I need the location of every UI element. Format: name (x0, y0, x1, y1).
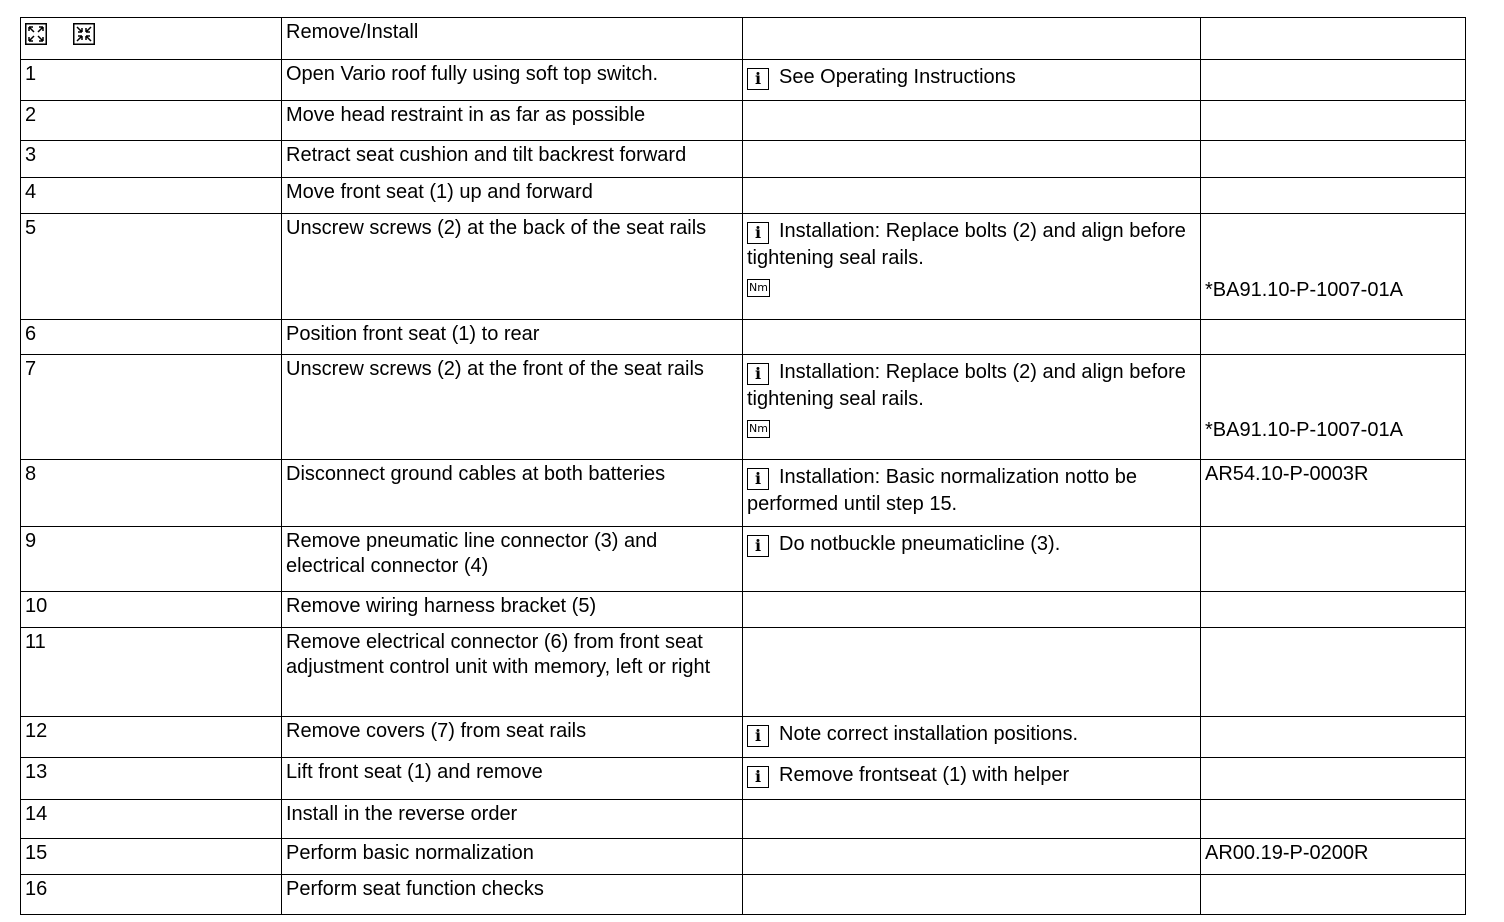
step-text: Unscrew screws (2) at the back of the seat rails (282, 214, 743, 320)
step-number: 8 (21, 460, 282, 527)
step-number: 2 (21, 101, 282, 141)
table-row (21, 460, 1466, 527)
step-number: 12 (21, 717, 282, 758)
table-row (21, 758, 1466, 800)
step-reference[interactable] (1201, 355, 1466, 460)
step-number: 7 (21, 355, 282, 460)
info-icon[interactable]: i (747, 222, 769, 244)
step-number: 14 (21, 800, 282, 839)
step-note (743, 101, 1201, 141)
step-number: 5 (21, 214, 282, 320)
procedure-table (20, 17, 1466, 915)
step-number: 3 (21, 141, 282, 178)
step-reference (1201, 320, 1466, 355)
info-icon[interactable]: i (747, 766, 769, 788)
note-text: Installation: Replace bolts (2) and align before tightening seal rails. (747, 220, 1186, 269)
step-reference[interactable] (1201, 839, 1466, 875)
step-reference (1201, 628, 1466, 717)
table-row (21, 717, 1466, 758)
table-row (21, 875, 1466, 915)
step-text: Move head restraint in as far as possible (282, 101, 743, 141)
step-text: Remove covers (7) from seat rails (282, 717, 743, 758)
header-title-cell: Remove/Install (282, 18, 743, 60)
step-number: 11 (21, 628, 282, 717)
reference-link[interactable]: AR54.10-P-0003R (1205, 463, 1369, 485)
table-row (21, 214, 1466, 320)
step-number: 16 (21, 875, 282, 915)
step-note (743, 875, 1201, 915)
step-note (743, 527, 1201, 592)
note-text: Remove frontseat (1) with helper (779, 764, 1070, 786)
step-number: 13 (21, 758, 282, 800)
step-note (743, 460, 1201, 527)
header-ref-cell (1201, 18, 1466, 60)
step-text: Perform seat function checks (282, 875, 743, 915)
torque-nm-icon[interactable]: Nm (747, 279, 770, 297)
step-text: Perform basic normalization (282, 839, 743, 875)
info-icon[interactable]: i (747, 363, 769, 385)
step-text: Remove electrical connector (6) from front seat adjustment control unit with memory, left or right (282, 628, 743, 717)
step-reference[interactable] (1201, 214, 1466, 320)
reference-link[interactable]: *BA91.10-P-1007-01A (1205, 279, 1403, 301)
table-row (21, 592, 1466, 628)
table-row (21, 839, 1466, 875)
step-text: Move front seat (1) up and forward (282, 178, 743, 214)
step-note (743, 178, 1201, 214)
step-reference (1201, 141, 1466, 178)
note-text: Do notbuckle pneumaticline (3). (779, 533, 1061, 555)
table-row (21, 800, 1466, 839)
step-reference (1201, 101, 1466, 141)
note-text: See Operating Instructions (779, 66, 1016, 88)
step-reference (1201, 527, 1466, 592)
table-row (21, 141, 1466, 178)
procedure-table-body (21, 18, 1466, 915)
table-row (21, 527, 1466, 592)
step-reference (1201, 758, 1466, 800)
header-icons-cell (21, 18, 282, 60)
table-row (21, 355, 1466, 460)
step-note (743, 758, 1201, 800)
step-reference (1201, 60, 1466, 101)
step-text: Remove pneumatic line connector (3) and electrical connector (4) (282, 527, 743, 592)
step-text: Unscrew screws (2) at the front of the seat rails (282, 355, 743, 460)
step-number: 1 (21, 60, 282, 101)
step-reference (1201, 592, 1466, 628)
info-icon[interactable]: i (747, 725, 769, 747)
step-number: 15 (21, 839, 282, 875)
step-reference (1201, 178, 1466, 214)
info-icon[interactable]: i (747, 68, 769, 90)
info-icon[interactable]: i (747, 468, 769, 490)
header-notes-cell (743, 18, 1201, 60)
info-icon[interactable]: i (747, 535, 769, 557)
step-note (743, 839, 1201, 875)
step-note (743, 141, 1201, 178)
collapse-icon[interactable] (73, 23, 95, 45)
step-number: 10 (21, 592, 282, 628)
step-number: 9 (21, 527, 282, 592)
expand-icon[interactable] (25, 23, 47, 45)
step-text: Lift front seat (1) and remove (282, 758, 743, 800)
reference-link[interactable]: AR00.19-P-0200R (1205, 842, 1369, 864)
torque-nm-icon[interactable]: Nm (747, 420, 770, 438)
step-reference (1201, 717, 1466, 758)
table-row (21, 101, 1466, 141)
step-note (743, 717, 1201, 758)
step-note (743, 800, 1201, 839)
table-row (21, 320, 1466, 355)
step-text: Retract seat cushion and tilt backrest forward (282, 141, 743, 178)
step-text: Remove wiring harness bracket (5) (282, 592, 743, 628)
step-reference (1201, 800, 1466, 839)
note-text: Installation: Basic normalization notto be performed until step 15. (747, 466, 1137, 515)
step-note (743, 592, 1201, 628)
step-text: Disconnect ground cables at both batteries (282, 460, 743, 527)
note-text: Installation: Replace bolts (2) and align before tightening seal rails. (747, 361, 1186, 410)
note-text: Note correct installation positions. (779, 723, 1079, 745)
step-number: 4 (21, 178, 282, 214)
step-note (743, 320, 1201, 355)
table-row (21, 178, 1466, 214)
step-reference[interactable] (1201, 460, 1466, 527)
step-note (743, 355, 1201, 460)
step-text: Open Vario roof fully using soft top switch. (282, 60, 743, 101)
reference-link[interactable]: *BA91.10-P-1007-01A (1205, 419, 1403, 441)
step-number: 6 (21, 320, 282, 355)
step-text: Install in the reverse order (282, 800, 743, 839)
step-note (743, 60, 1201, 101)
table-row (21, 60, 1466, 101)
step-note (743, 214, 1201, 320)
table-header-row (21, 18, 1466, 60)
step-text: Position front seat (1) to rear (282, 320, 743, 355)
step-note (743, 628, 1201, 717)
step-reference (1201, 875, 1466, 915)
table-row (21, 628, 1466, 717)
